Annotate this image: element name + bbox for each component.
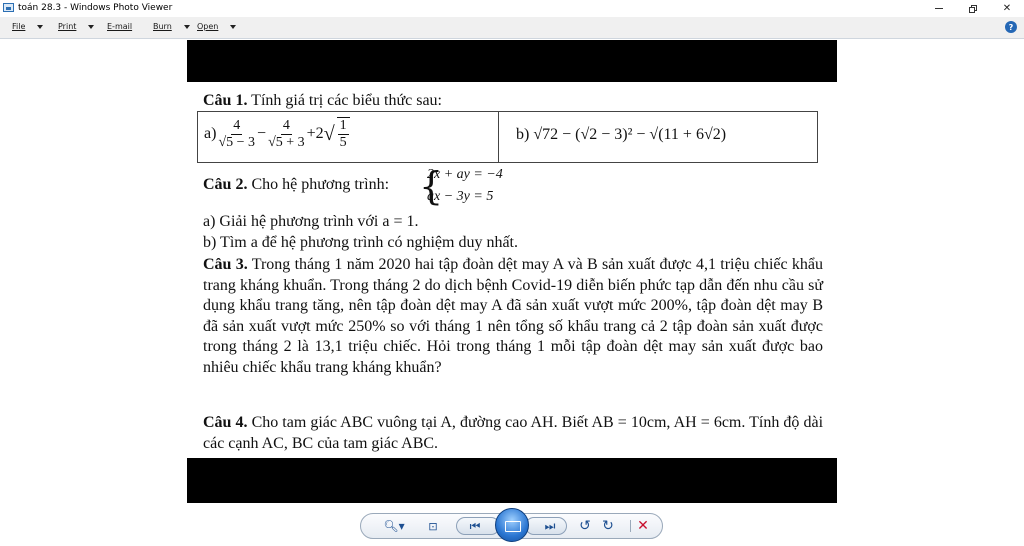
delete-button[interactable] [636, 519, 650, 533]
controls-separator [630, 520, 631, 532]
question-2-heading [203, 176, 389, 194]
question-1-title: Câu 1. [203, 92, 248, 109]
window-title: toán 28.3 - Windows Photo Viewer [18, 3, 173, 13]
chevron-down-icon [88, 25, 94, 29]
rotate-clockwise-icon: ↻ [602, 518, 614, 534]
playback-controls [0, 504, 1024, 546]
next-icon: ⏭ [544, 518, 556, 533]
fraction-2-numerator: 4 [282, 117, 290, 133]
print-menu[interactable] [58, 22, 94, 31]
burn-menu[interactable] [153, 22, 190, 31]
actual-size-icon: ⊡ [428, 519, 438, 533]
open-menu-label: Open [197, 22, 219, 31]
equation-system [427, 164, 503, 208]
question-2-part-b: b) Tìm a để hệ phương trình có nghiệm duy nhất. [203, 234, 518, 251]
minimize-button[interactable] [922, 0, 956, 17]
open-menu[interactable] [197, 22, 236, 31]
question-2-title: Câu 2. [203, 176, 248, 193]
plus-two-operator: +2 [306, 125, 324, 142]
question-4-text: Cho tam giác ABC vuông tại A, đường cao AH. Biết AB = 10cm, AH = 6cm. Tính độ dài các cạnh AC, BC của tam giác ABC. [203, 414, 824, 452]
question-3-text: Trong tháng 1 năm 2020 hai tập đoàn dệt may A và B sản xuất được 4,1 triệu chiếc khẩu trang kháng khuẩn. Trong tháng 2 do dịch bệnh Covid-19 diễn biến phức tạp dẫn đến nhu cầu sử dụng khẩu trang tăng, nên tập đoàn dệt may A đã sản xuất vượt mức 200%, tập đoàn dệt may B đã sản xuất vượt mức 250% so với tháng 1 nên tổng số khẩu trang cả 2 tập đoàn sản xuất được trong tháng 2 là 13,1 triệu chiếc. Hỏi trong tháng 1 mỗi tập đoàn dệt may sản xuất được bao nhiêu chiếc khẩu trang kháng khuẩn? [203, 256, 824, 376]
photo-document [187, 82, 837, 458]
chevron-down-icon [184, 25, 190, 29]
delete-icon: ✕ [637, 518, 649, 534]
root-fraction-numerator: 1 [339, 118, 347, 133]
rotate-counterclockwise-button[interactable] [578, 519, 592, 533]
question-4-title: Câu 4. [203, 414, 248, 431]
table-divider [498, 112, 499, 162]
restore-button[interactable] [956, 0, 990, 17]
photo-viewer-app-icon [3, 3, 14, 12]
menu-bar [0, 17, 1024, 39]
slideshow-button[interactable] [495, 508, 529, 542]
question-2-text: Cho hệ phương trình: [247, 176, 390, 193]
question-1-heading [203, 92, 442, 110]
fraction-2 [268, 118, 305, 151]
question-2-part-a: a) Giải hệ phương trình với a = 1. [203, 213, 419, 230]
close-icon: ✕ [1002, 3, 1012, 14]
question-1-text: Tính giá trị các biểu thức sau: [247, 92, 442, 109]
title-bar [0, 0, 1024, 17]
fraction-1 [218, 118, 255, 151]
equation-2: ax − 3y = 5 [427, 189, 494, 204]
previous-icon: ⏮ [469, 518, 481, 533]
burn-menu-label: Burn [153, 22, 172, 31]
next-button[interactable] [525, 517, 567, 535]
equation-1: 2x + ay = −4 [427, 167, 503, 182]
radical-sign: √ [323, 122, 335, 145]
system-brace: { [419, 164, 444, 208]
question-1-part-b: b) √72 − (√2 − 3)² − √(11 + 6√2) [516, 126, 727, 143]
fraction-1-numerator: 4 [233, 117, 241, 133]
fraction-2-denominator: √5 + 3 [268, 134, 305, 150]
minimize-icon [935, 8, 943, 9]
minus-operator: − [257, 125, 267, 142]
question-4-paragraph [203, 413, 823, 454]
question-3-title: Câu 3. [203, 256, 248, 273]
help-icon[interactable]: ? [1005, 21, 1017, 33]
actual-size-button[interactable] [424, 519, 442, 533]
print-menu-label: Print [58, 22, 77, 31]
part-a-label: a) [204, 125, 217, 142]
question-3-paragraph [203, 255, 823, 378]
fraction-1-denominator: √5 − 3 [218, 134, 256, 150]
email-menu[interactable] [107, 22, 132, 31]
rotate-clockwise-button[interactable] [601, 519, 615, 533]
zoom-button[interactable] [380, 519, 408, 533]
previous-button[interactable] [456, 517, 500, 535]
chevron-down-icon [230, 25, 236, 29]
restore-icon [969, 5, 977, 13]
close-button[interactable] [990, 0, 1024, 17]
question-1-table [197, 111, 818, 163]
email-menu-label: E-mail [107, 22, 133, 31]
magnifier-icon: 🔍︎▾ [383, 519, 405, 533]
file-menu-label: File [12, 22, 26, 31]
rotate-counterclockwise-icon: ↺ [579, 518, 591, 534]
chevron-down-icon [37, 25, 43, 29]
root-fraction-denominator: 5 [339, 135, 347, 150]
question-1-part-a [204, 117, 352, 151]
root-fraction [337, 117, 350, 151]
file-menu[interactable] [12, 22, 43, 31]
